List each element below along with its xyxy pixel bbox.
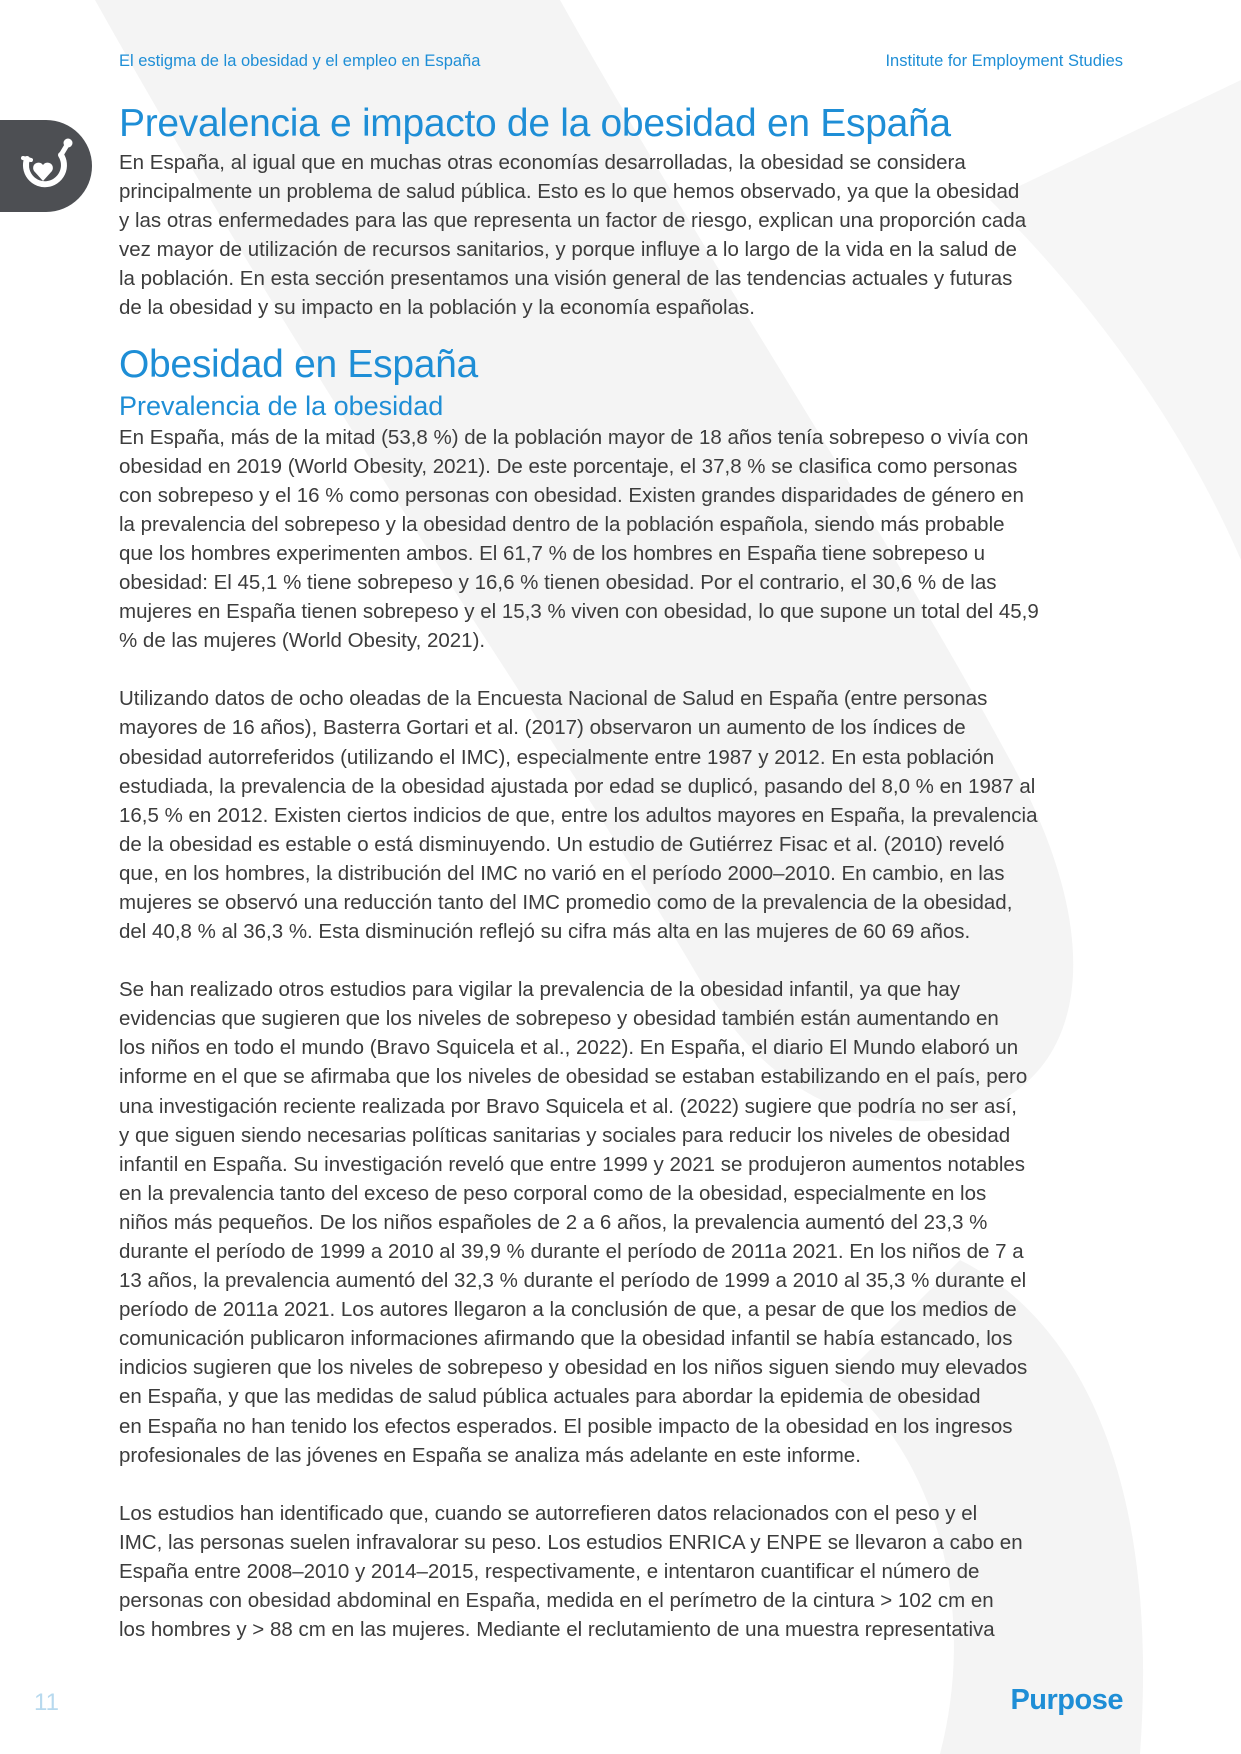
text-line: con sobrepeso y el 16 % como personas con obesidad. Existen grandes disparidades de género en [119,483,1024,507]
section-heading: Obesidad en España [119,342,478,386]
main-content [119,100,1124,1644]
text-line: obesidad en 2019 (World Obesity, 2021). De este porcentaje, el 37,8 % se clasifica como personas [119,454,1018,478]
text-line: en la prevalencia tanto del exceso de peso corporal como de la obesidad, especialmente en los [119,1181,987,1205]
text-line: obesidad: El 45,1 % tiene sobrepeso y 16,6 % tienen obesidad. Por el contrario, el 30,6 % de las [119,571,997,595]
text-line: comunicación publicaron informaciones afirmando que la obesidad infantil se había estancado, los [119,1327,1013,1351]
intro-paragraph [119,148,1124,323]
text-line: España entre 2008–2010 y 2014–2015, respectivamente, e intentaron cuantificar el número de [119,1559,980,1583]
text-line: que, en los hombres, la distribución del IMC no varió en el período 2000–2010. En cambio, en las [119,861,1005,885]
text-line: informe en el que se afirmaba que los niveles de obesidad se estaban estabilizando en el país, pero [119,1065,1028,1089]
text-line: los niños en todo el mundo (Bravo Squicela et al., 2022). En España, el diario El Mundo elaboró un [119,1036,1019,1060]
text-line: de la obesidad y su impacto en la población y la economía españolas. [119,296,755,320]
paragraph-3 [119,975,1124,1470]
text-line: los hombres y > 88 cm en las mujeres. Mediante el reclutamiento de una muestra representativa [119,1618,995,1642]
text-line: 13 años, la prevalencia aumentó del 32,3 % durante el período de 1999 a 2010 al 35,3 % durante el [119,1269,1027,1293]
text-line: Se han realizado otros estudios para vigilar la prevalencia de la obesidad infantil, ya que hay [119,978,961,1002]
page-title: Prevalencia e impacto de la obesidad en España [119,102,951,145]
text-line: de la obesidad es estable o está disminuyendo. Un estudio de Gutiérrez Fisac et al. (2010) reveló [119,832,1005,856]
section-tab [0,120,92,212]
page-number: 11 [34,1689,59,1716]
subsection-heading: Prevalencia de la obesidad [119,390,444,421]
text-line: Utilizando datos de ocho oleadas de la Encuesta Nacional de Salud en España (entre personas [119,687,988,711]
text-line: mujeres se observó una reducción tanto del IMC promedio como de la prevalencia de la obesidad, [119,890,1013,914]
text-line: estudiada, la prevalencia de la obesidad ajustada por edad se duplicó, pasando del 8,0 % en 1987 al [119,774,1036,798]
text-line: que los hombres experimenten ambos. El 61,7 % de los hombres en España tiene sobrepeso u [119,541,986,565]
text-line: En España, más de la mitad (53,8 %) de la población mayor de 18 años tenía sobrepeso o vivía con [119,425,1029,449]
text-line: indicios sugieren que los niveles de sobrepeso y obesidad en los niños siguen siendo muy elevados [119,1356,1028,1380]
text-line: período de 2011a 2021. Los autores llegaron a la conclusión de que, a pesar de que los medios de [119,1298,1017,1322]
text-line: niños más pequeños. De los niños españoles de 2 a 6 años, la prevalencia aumentó del 23,3 % [119,1210,988,1234]
text-line: personas con obesidad abdominal en España, medida en el perímetro de la cintura > 102 cm en [119,1589,994,1613]
running-header-organization: Institute for Employment Studies [885,52,1123,70]
text-line: durante el período de 1999 a 2010 al 39,9 % durante el período de 2011a 2021. En los niños de 7 a [119,1240,1024,1263]
text-line: 16,5 % en 2012. Existen ciertos indicios de que, entre los adultos mayores en España, la prevalencia [119,803,1038,827]
text-line: una investigación reciente realizada por Bravo Squicela et al. (2022) sugiere que podría no ser así, [119,1094,1017,1118]
text-line: principalmente un problema de salud pública. Esto es lo que hemos observado, ya que la obesidad [119,180,1020,204]
text-line: y las otras enfermedades para las que representa un factor de riesgo, explican una proporción cada [119,209,1027,233]
brand-logo: Purpose [1010,1684,1123,1716]
text-line: la prevalencia del sobrepeso y la obesidad dentro de la población española, siendo más probable [119,512,1005,536]
text-line: vez mayor de utilización de recursos sanitarios, y porque influye a lo largo de la vida en la salud de [119,238,1017,262]
running-header-title: El estigma de la obesidad y el empleo en España [119,52,481,70]
paragraph-4 [119,1499,1124,1644]
text-line: profesionales de las jóvenes en España se analiza más adelante en este informe. [119,1443,861,1467]
text-line: infantil en España. Su investigación reveló que entre 1999 y 2021 se produjeron aumentos notables [119,1152,1026,1176]
text-line: mayores de 16 años), Basterra Gortari et al. (2017) observaron un aumento de los índices de [119,716,966,740]
stethoscope-heart-icon [13,133,79,199]
paragraph-2 [119,684,1124,946]
text-line: Los estudios han identificado que, cuando se autorrefieren datos relacionados con el peso y el [119,1501,978,1525]
text-line: y que siguen siendo necesarias políticas sanitarias y sociales para reducir los niveles de obesidad [119,1123,1011,1147]
text-line: mujeres en España tienen sobrepeso y el 15,3 % viven con obesidad, lo que supone un total del 45,9 [119,600,1039,624]
text-line: la población. En esta sección presentamos una visión general de las tendencias actuales y futuras [119,267,1013,291]
text-line: IMC, las personas suelen infravalorar su peso. Los estudios ENRICA y ENPE se llevaron a cabo en [119,1530,1023,1554]
text-line: % de las mujeres (World Obesity, 2021). [119,629,486,653]
text-line: En España, al igual que en muchas otras economías desarrolladas, la obesidad se considera [119,151,966,174]
text-line: en España no han tenido los efectos esperados. El posible impacto de la obesidad en los ingresos [119,1414,1013,1438]
text-line: evidencias que sugieren que los niveles de sobrepeso y obesidad también están aumentando en [119,1007,999,1031]
text-line: obesidad autorreferidos (utilizando el IMC), especialmente entre 1987 y 2012. En esta población [119,745,995,769]
body-text [119,423,1124,1645]
text-line: del 40,8 % al 36,3 %. Esta disminución reflejó su cifra más alta en las mujeres de 60 69 años. [119,920,971,944]
text-line: en España, y que las medidas de salud pública actuales para abordar la epidemia de obesidad [119,1385,981,1409]
paragraph-1 [119,423,1124,656]
